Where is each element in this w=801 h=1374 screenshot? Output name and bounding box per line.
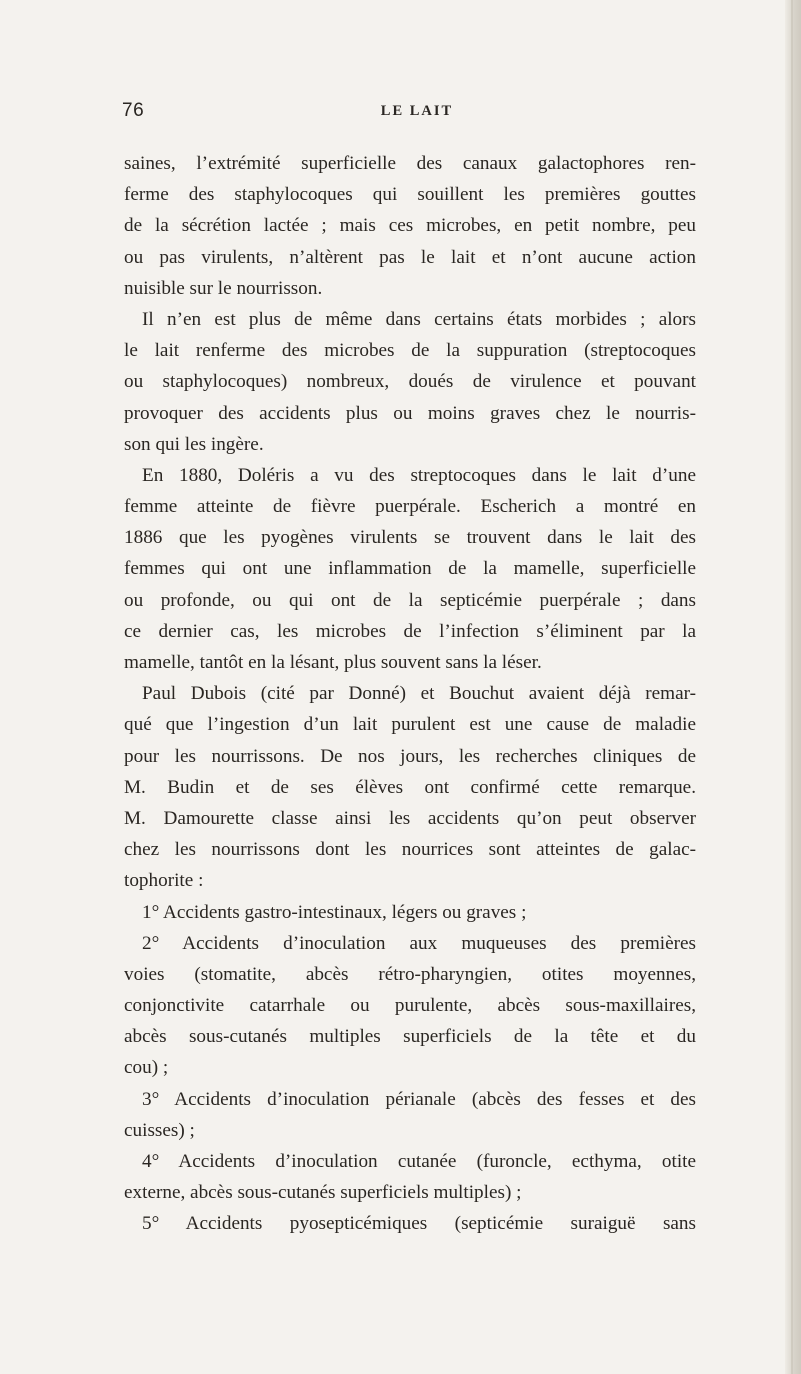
- list-item-line: 1° Accidents gastro-intestinaux, légers ou graves ;: [142, 901, 527, 923]
- paragraph-start-line: Il n’en est plus de même dans certains états morbides ; alors: [142, 308, 696, 330]
- text-line: M. Damourette classe ainsi les accidents qu’on peut observer: [124, 807, 696, 829]
- text-line: mamelle, tantôt en la lésant, plus souvent sans la léser.: [124, 652, 542, 673]
- text-line: son qui les ingère.: [124, 433, 264, 455]
- text-line: qué que l’ingestion d’un lait purulent est une cause de maladie: [124, 714, 696, 736]
- text-line: ce dernier cas, les microbes de l’infection s’éliminent par la: [124, 620, 696, 642]
- running-title: LE LAIT: [380, 103, 454, 119]
- text-line: femme atteinte de fièvre puerpérale. Escherich a montré en: [124, 496, 696, 518]
- text-line: chez les nourrissons dont les nourrices sont atteintes de galac-: [124, 839, 696, 861]
- text-line: ferme des staphylocoques qui souillent les premières gouttes: [124, 184, 696, 206]
- paragraph-start-line: En 1880, Doléris a vu des streptocoques dans le lait d’une: [142, 464, 696, 486]
- text-line: ou pas virulents, n’altèrent pas le lait et n’ont aucune action: [124, 246, 696, 268]
- text-line: saines, l’extrémité superficielle des canaux galactophores ren-: [124, 153, 696, 174]
- text-line: 1886 que les pyogènes virulents se trouvent dans le lait des: [124, 527, 696, 549]
- text-line: abcès sous-cutanés multiples superficiels de la tête et du: [124, 1026, 696, 1048]
- text-line: le lait renferme des microbes de la suppuration (streptocoques: [124, 340, 696, 362]
- page-header: [0, 100, 801, 128]
- list-item-line: 4° Accidents d’inoculation cutanée (furoncle, ecthyma, otite: [142, 1151, 696, 1172]
- text-line: femmes qui ont une inflammation de la mamelle, superficielle: [124, 558, 696, 580]
- text-line: tophorite :: [124, 870, 204, 892]
- text-line: provoquer des accidents plus ou moins graves chez le nourris-: [124, 402, 696, 424]
- body-text: [124, 148, 696, 1240]
- text-line: conjonctivite catarrhale ou purulente, abcès sous-maxillaires,: [124, 995, 696, 1017]
- page-number: 76: [122, 100, 145, 121]
- list-item-line: 2° Accidents d’inoculation aux muqueuses des premières: [142, 932, 696, 954]
- paragraph-start-line: Paul Dubois (cité par Donné) et Bouchut avaient déjà remar-: [142, 683, 696, 705]
- text-line: ou profonde, ou qui ont de la septicémie puerpérale ; dans: [124, 589, 696, 611]
- text-line: ou staphylocoques) nombreux, doués de virulence et pouvant: [124, 371, 696, 393]
- list-item-line: 5° Accidents pyosepticémiques (septicémie suraiguë sans: [142, 1213, 696, 1235]
- text-line: externe, abcès sous-cutanés superficiels multiples) ;: [124, 1182, 522, 1204]
- text-line: pour les nourrissons. De nos jours, les recherches cliniques de: [124, 745, 696, 767]
- text-line: voies (stomatite, abcès rétro-pharyngien, otites moyennes,: [124, 963, 696, 985]
- page-edge-shadow: [785, 0, 801, 1374]
- text-line: de la sécrétion lactée ; mais ces microbes, en petit nombre, peu: [124, 215, 696, 237]
- text-line: M. Budin et de ses élèves ont confirmé cette remarque.: [124, 776, 696, 798]
- text-line: cuisses) ;: [124, 1119, 195, 1141]
- text-line: nuisible sur le nourrisson.: [124, 277, 323, 299]
- text-line: cou) ;: [124, 1057, 169, 1079]
- list-item-line: 3° Accidents d’inoculation périanale (abcès des fesses et des: [142, 1088, 696, 1110]
